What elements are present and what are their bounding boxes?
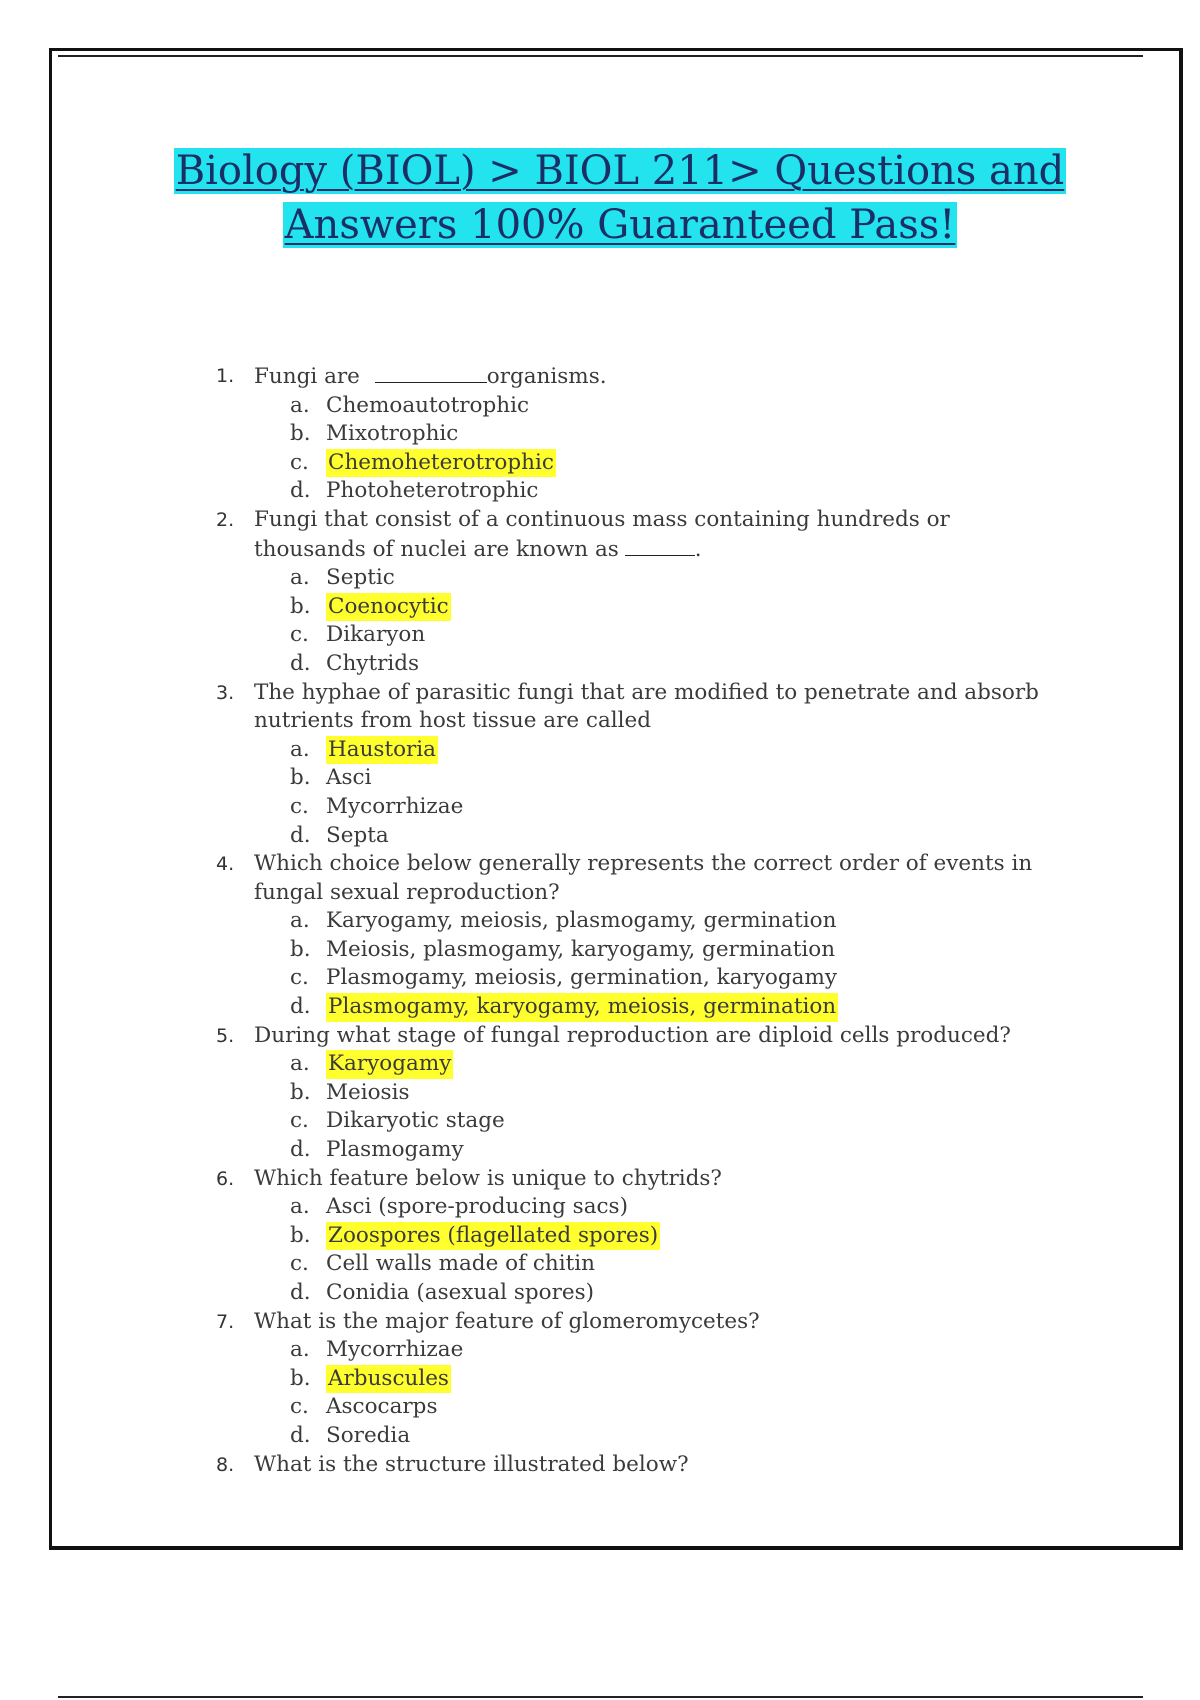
option-d: d. Chytrids xyxy=(290,650,1046,679)
option-b: b. Meiosis, plasmogamy, karyogamy, germination xyxy=(290,936,1046,965)
option-b: b. Arbuscules xyxy=(290,1365,1046,1394)
question-2 xyxy=(216,506,1046,679)
question-number: 4. xyxy=(216,853,235,876)
option-text: Asci (spore-producing sacs) xyxy=(326,1194,628,1220)
option-text: Mycorrhizae xyxy=(326,1337,464,1363)
question-5 xyxy=(216,1022,1046,1165)
option-c: c. Plasmogamy, meiosis, germination, karyogamy xyxy=(290,964,1046,993)
option-c: c. Dikaryon xyxy=(290,621,1046,650)
question-text: The hyphae of parasitic fungi that are modified to penetrate and absorb nutrients from host tissue are called xyxy=(254,679,1039,734)
option-text: Karyogamy, meiosis, plasmogamy, germination xyxy=(326,908,837,934)
option-text: Chytrids xyxy=(326,650,420,676)
option-text: Mycorrhizae xyxy=(326,793,464,819)
option-text: Asci xyxy=(326,765,372,791)
option-a: a. Karyogamy xyxy=(290,1050,1046,1079)
option-text: Cell walls made of chitin xyxy=(326,1251,595,1277)
option-a: a. Septic xyxy=(290,564,1046,593)
question-number: 8. xyxy=(216,1453,235,1476)
option-list xyxy=(216,1336,1046,1450)
option-text: Dikaryon xyxy=(326,622,426,648)
highlighted-answer: Coenocytic xyxy=(326,593,451,622)
option-a: a. Haustoria xyxy=(290,736,1046,765)
highlighted-answer: Zoospores (flagellated spores) xyxy=(326,1222,660,1251)
question-text: Fungi that consist of a continuous mass containing hundreds or thousands of nuclei are known as . xyxy=(254,506,950,562)
option-text: Plasmogamy xyxy=(326,1137,464,1163)
option-b: b. Meiosis xyxy=(290,1079,1046,1108)
question-text: Which feature below is unique to chytrids? xyxy=(254,1165,722,1191)
answer-blank xyxy=(625,535,695,556)
question-number: 6. xyxy=(216,1167,235,1190)
question-number: 3. xyxy=(216,681,235,704)
option-text: Ascocarps xyxy=(326,1394,438,1420)
question-text: What is the major feature of glomeromycetes? xyxy=(254,1308,760,1334)
option-d: d. Conidia (asexual spores) xyxy=(290,1279,1046,1308)
option-a: a. Asci (spore-producing sacs) xyxy=(290,1193,1046,1222)
question-text: Fungi are organisms. xyxy=(254,364,607,389)
option-d: d. Septa xyxy=(290,822,1046,851)
option-text: Septic xyxy=(326,565,395,591)
option-a: a. Mycorrhizae xyxy=(290,1336,1046,1365)
option-text: Plasmogamy, meiosis, germination, karyogamy xyxy=(326,965,837,991)
option-text: Dikaryotic stage xyxy=(326,1108,505,1134)
option-d: d. Photoheterotrophic xyxy=(290,477,1046,506)
title-line-2: Answers 100% Guaranteed Pass! xyxy=(284,202,956,248)
highlighted-answer: Haustoria xyxy=(326,736,438,765)
option-list xyxy=(216,736,1046,850)
option-list xyxy=(216,1050,1046,1164)
question-text: Which choice below generally represents the correct order of events in fungal sexual reproduction? xyxy=(254,851,1033,905)
option-c: c. Ascocarps xyxy=(290,1393,1046,1422)
question-number: 1. xyxy=(216,365,235,387)
option-list xyxy=(216,564,1046,678)
question-number: 5. xyxy=(216,1024,235,1047)
question-text: What is the structure illustrated below? xyxy=(254,1451,689,1477)
option-a: a. Karyogamy, meiosis, plasmogamy, germination xyxy=(290,907,1046,936)
option-d: d. Plasmogamy, karyogamy, meiosis, germination xyxy=(290,993,1046,1022)
option-list xyxy=(216,392,1046,506)
option-text: Photoheterotrophic xyxy=(326,478,539,504)
question-7 xyxy=(216,1308,1046,1451)
highlighted-answer: Plasmogamy, karyogamy, meiosis, germination xyxy=(326,993,838,1022)
option-d: d. Plasmogamy xyxy=(290,1136,1046,1165)
option-text: Mixotrophic xyxy=(326,421,459,447)
title-line-1: Biology (BIOL) > BIOL 211> Questions and xyxy=(175,148,1065,194)
option-text: Meiosis xyxy=(326,1079,410,1105)
option-list xyxy=(216,1193,1046,1307)
question-6 xyxy=(216,1165,1046,1308)
option-c: c. Chemoheterotrophic xyxy=(290,449,1046,478)
option-b: b. Asci xyxy=(290,764,1046,793)
option-list xyxy=(216,907,1046,1021)
option-d: d. Soredia xyxy=(290,1422,1046,1451)
option-c: c. Cell walls made of chitin xyxy=(290,1250,1046,1279)
question-4 xyxy=(216,850,1046,1022)
highlighted-answer: Karyogamy xyxy=(326,1050,453,1079)
option-b: b. Mixotrophic xyxy=(290,420,1046,449)
question-8 xyxy=(216,1451,1046,1480)
highlighted-answer: Arbuscules xyxy=(326,1365,451,1394)
document-title xyxy=(100,144,1140,252)
option-b: b. Coenocytic xyxy=(290,593,1046,622)
option-a: a. Chemoautotrophic xyxy=(290,392,1046,421)
option-text: Conidia (asexual spores) xyxy=(326,1280,595,1305)
question-number: 7. xyxy=(216,1310,235,1333)
answer-blank xyxy=(375,362,487,383)
question-text: During what stage of fungal reproduction are diploid cells produced? xyxy=(254,1022,1011,1048)
option-c: c. Dikaryotic stage xyxy=(290,1107,1046,1136)
option-c: c. Mycorrhizae xyxy=(290,793,1046,822)
question-list xyxy=(216,362,1046,1479)
highlighted-answer: Chemoheterotrophic xyxy=(326,449,556,478)
option-text: Chemoautotrophic xyxy=(326,392,529,418)
option-text: Soredia xyxy=(326,1422,411,1448)
option-text: Septa xyxy=(326,822,389,848)
question-1 xyxy=(216,362,1046,506)
option-text: Meiosis, plasmogamy, karyogamy, germination xyxy=(326,936,836,962)
question-3 xyxy=(216,679,1046,851)
bottom-rule xyxy=(58,1696,1143,1698)
question-number: 2. xyxy=(216,508,235,531)
option-b: b. Zoospores (flagellated spores) xyxy=(290,1222,1046,1251)
